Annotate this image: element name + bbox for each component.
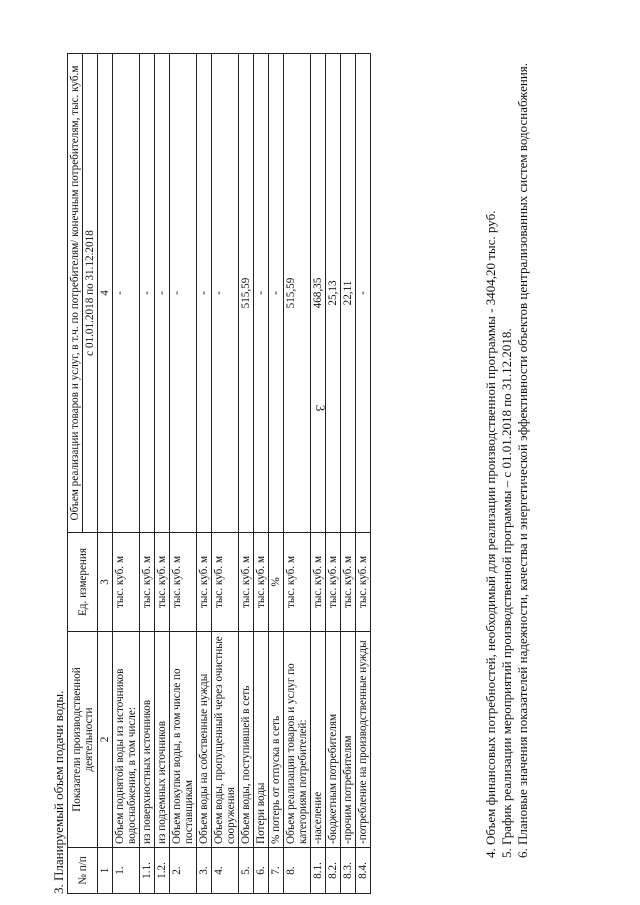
row-value: - bbox=[356, 54, 371, 533]
column-number: 3 bbox=[98, 533, 113, 632]
row-unit: тыс. куб. м bbox=[155, 533, 170, 632]
row-unit: % bbox=[269, 533, 284, 632]
row-value: 468,35 bbox=[311, 54, 326, 533]
header-indicator: Показатели производственной деятельности bbox=[68, 632, 98, 848]
table-row bbox=[356, 54, 371, 894]
table-row bbox=[155, 54, 170, 894]
row-indicator: Объем воды, поступившей в сеть bbox=[239, 632, 254, 848]
row-value: - bbox=[269, 54, 284, 533]
row-indicator: -бюджетным потребителям bbox=[326, 632, 341, 848]
row-unit: тыс. куб. м bbox=[113, 533, 140, 632]
header-volume: Объем реализации товаров и услуг, в т.ч. по потребителям/ конечным потребителям, тыс. куб.м bbox=[68, 54, 83, 533]
column-number: 1 bbox=[98, 848, 113, 894]
row-indicator: из подземных источников bbox=[155, 632, 170, 848]
column-number-row bbox=[98, 54, 113, 894]
row-unit: тыс. куб. м bbox=[197, 533, 212, 632]
row-value: 515,59 bbox=[284, 54, 311, 533]
row-value: - bbox=[170, 54, 197, 533]
row-unit: тыс. куб. м bbox=[284, 533, 311, 632]
row-value: 22,11 bbox=[341, 54, 356, 533]
table-row bbox=[254, 54, 269, 894]
table-row bbox=[140, 54, 155, 894]
row-indicator: -население bbox=[311, 632, 326, 848]
row-num: 8. bbox=[284, 848, 311, 894]
row-unit: тыс. куб. м bbox=[326, 533, 341, 632]
row-unit: тыс. куб. м bbox=[311, 533, 326, 632]
row-num: 4. bbox=[212, 848, 239, 894]
row-unit: тыс. куб. м bbox=[239, 533, 254, 632]
column-number: 2 bbox=[98, 632, 113, 848]
row-num: 7. bbox=[269, 848, 284, 894]
row-num: 2. bbox=[170, 848, 197, 894]
row-indicator: -потребление на производственные нужды bbox=[356, 632, 371, 848]
row-indicator: -прочим потребителям bbox=[341, 632, 356, 848]
table-row bbox=[197, 54, 212, 894]
row-indicator: Объем воды на собственные нужды bbox=[197, 632, 212, 848]
section-title: 3. Планируемый объем подачи воды. bbox=[51, 690, 66, 894]
row-num: 1.1. bbox=[140, 848, 155, 894]
row-value: 515,59 bbox=[239, 54, 254, 533]
table-row bbox=[212, 54, 239, 894]
row-indicator: Объем реализации товаров и услуг по категориям потребителей: bbox=[284, 632, 311, 848]
row-num: 1.2. bbox=[155, 848, 170, 894]
notes-section bbox=[483, 54, 531, 894]
table-row bbox=[269, 54, 284, 894]
column-number: 4 bbox=[98, 54, 113, 533]
row-indicator: из поверхностных источников bbox=[140, 632, 155, 848]
row-num: 8.3. bbox=[341, 848, 356, 894]
row-indicator: Объем поднятой воды из источников водоснабжения, в том числе: bbox=[113, 632, 140, 848]
row-value: - bbox=[212, 54, 239, 533]
row-unit: тыс. куб. м bbox=[341, 533, 356, 632]
row-num: 5. bbox=[239, 848, 254, 894]
row-indicator: Потери воды bbox=[254, 632, 269, 848]
table-row bbox=[239, 54, 254, 894]
row-value: - bbox=[254, 54, 269, 533]
row-unit: тыс. куб. м bbox=[356, 533, 371, 632]
table-row bbox=[311, 54, 326, 894]
table-row bbox=[170, 54, 197, 894]
row-value: 25,13 bbox=[326, 54, 341, 533]
row-unit: тыс. куб. м bbox=[170, 533, 197, 632]
row-unit: тыс. куб. м bbox=[140, 533, 155, 632]
table-row bbox=[284, 54, 311, 894]
row-num: 8.1. bbox=[311, 848, 326, 894]
row-value: - bbox=[113, 54, 140, 533]
note-paragraph: 5. График реализации мероприятий производственной программы – с 01.01.2018 по 31.12.2018. bbox=[499, 328, 514, 858]
row-unit: тыс. куб. м bbox=[254, 533, 269, 632]
page-number: 3 bbox=[313, 404, 328, 412]
note-paragraph: 4. Объем финансовых потребностей, необходимый для реализации производственной программы - 3404,20 тыс. руб. bbox=[483, 210, 498, 858]
water-supply-table bbox=[67, 53, 371, 894]
row-num: 3. bbox=[197, 848, 212, 894]
header-num: № п/п bbox=[68, 848, 98, 894]
header-period: с 01.01.2018 по 31.12.2018 bbox=[83, 54, 98, 533]
row-indicator: % потерь от отпуска в сеть bbox=[269, 632, 284, 848]
row-value: - bbox=[197, 54, 212, 533]
row-num: 8.4. bbox=[356, 848, 371, 894]
table-row bbox=[326, 54, 341, 894]
row-num: 8.2. bbox=[326, 848, 341, 894]
table-row bbox=[113, 54, 140, 894]
rotated-page-content bbox=[51, 40, 626, 900]
table-header-row bbox=[68, 54, 83, 894]
row-indicator: Объем покупки воды, в том числе по поставщикам bbox=[170, 632, 197, 848]
table-row bbox=[341, 54, 356, 894]
row-value: - bbox=[155, 54, 170, 533]
row-indicator: Объем воды, пропущенный через очистные сооружения bbox=[212, 632, 239, 848]
row-value: - bbox=[140, 54, 155, 533]
row-unit: тыс. куб. м bbox=[212, 533, 239, 632]
row-num: 6. bbox=[254, 848, 269, 894]
header-unit: Ед. измерения bbox=[68, 533, 98, 632]
note-paragraph: 6. Плановые значения показателей надежности, качества и энергетической эффективности объектов централизованных систем водоснабжения. bbox=[515, 62, 530, 858]
row-num: 1. bbox=[113, 848, 140, 894]
